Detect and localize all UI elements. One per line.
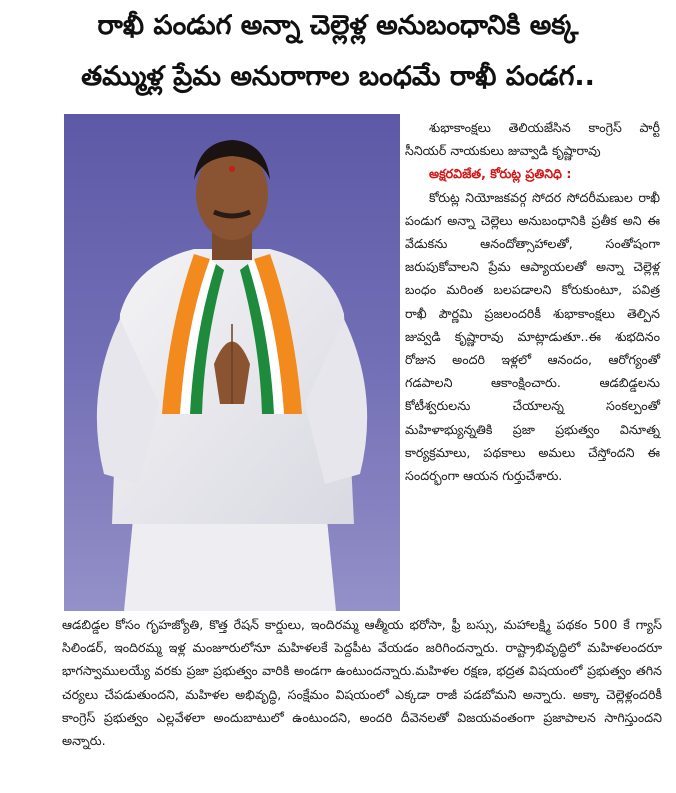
- leader-portrait-photo: [64, 114, 400, 611]
- article-continuation: [62, 613, 662, 752]
- article-column: [405, 116, 660, 487]
- article-byline: అక్షరవిజేత, కోరుట్ల ప్రతినిధి :: [429, 166, 572, 182]
- headline-line-2: తమ్ముళ్ల ప్రేమ అనురాగాల బంధమే రాఖీ పండగ..: [81, 61, 595, 92]
- article-intro: శుభాకాంక్షలు తెలియజేసిన కాంగ్రెస్ పార్టీ సీనియర్ నాయకులు జువ్వాడి కృష్ణారావు: [405, 120, 660, 159]
- article-full-text: ఆడబిడ్డల కోసం గృహజ్యోతి, కొత్త రేషన్ కార్డులు, ఇందిరమ్మ ఆత్మీయ భరోసా, ఫ్రీ బస్సు, మహాలక్ష్మి పథకం 500 కే గ్యాస్ సిలిండర్, ఇందిరమ్మ ఇళ్ల మంజూరులోనూ మహిళలకే పెద్దపీట వేయడం జరిగిందన్నారు. రాష్ట్రాభివృద్ధిలో మహిళలందరూ భాగస్వాములయ్యే వరకు ప్రజా ప్రభుత్వం వారికి అండగా ఉంటుందన్నారు.మహిళల రక్షణ, భద్రత విషయంలో ప్రభుత్వం తగిన చర్యలు చేపడుతుందని, మహిళల అభివృద్ధి, సంక్షేమం విషయంలో ఎక్కడా రాజీ పడబోమని అన్నారు. అక్కా చెల్లెళ్లందరికీ కాంగ్రెస్ ప్రభుత్వం ఎల్లవేళలా అందుబాటులో ఉంటుందని, అందరి దీవెనలతో విజయవంతంగా ప్రజాపాలన సాగిస్తుందని అన్నారు.: [62, 617, 662, 749]
- article-column-text: కోరుట్ల నియోజకవర్గ సోదర సోదరీమణుల రాఖీ పండుగ అన్నా చెల్లెలు అనుబంధానికి ప్రతీక అని ఈ వేడుకను ఆనందోత్సాహాలతో, సంతోషంగా జరుపుకోవాలని ప్రేమ ఆప్యాయలతో అన్నా చెల్లెళ్ల బంధం మరింత బలపడాలని కోరుకుంటూ, పవిత్ర రాఖీ పౌర్ణమి ప్రజలందరికీ శుభాకాంక్షలు తెల్పిన జువ్వడి కృష్ణారావు మాట్లాడుతూ..ఈ శుభదినం రోజున అందరి ఇళ్లలో ఆనందం, ఆరోగ్యంతో గడపాలని ఆకాంక్షించారు. ఆడబిడ్డలను కోటీశ్వరులను చేయాలన్న సంకల్పంతో మహిళాభ్యున్నతికి ప్రజా ప్రభుత్వం వినూత్న కార్యక్రమాలు, పథకాలు అమలు చేస్తోందని ఈ సందర్భంగా ఆయన గుర్తుచేశారు.: [405, 189, 660, 484]
- headline-line-1: రాఖీ పండుగ అన్నా చెల్లెళ్ల అనుబంధానికి అక్క: [97, 10, 579, 41]
- portrait-illustration: [64, 114, 400, 611]
